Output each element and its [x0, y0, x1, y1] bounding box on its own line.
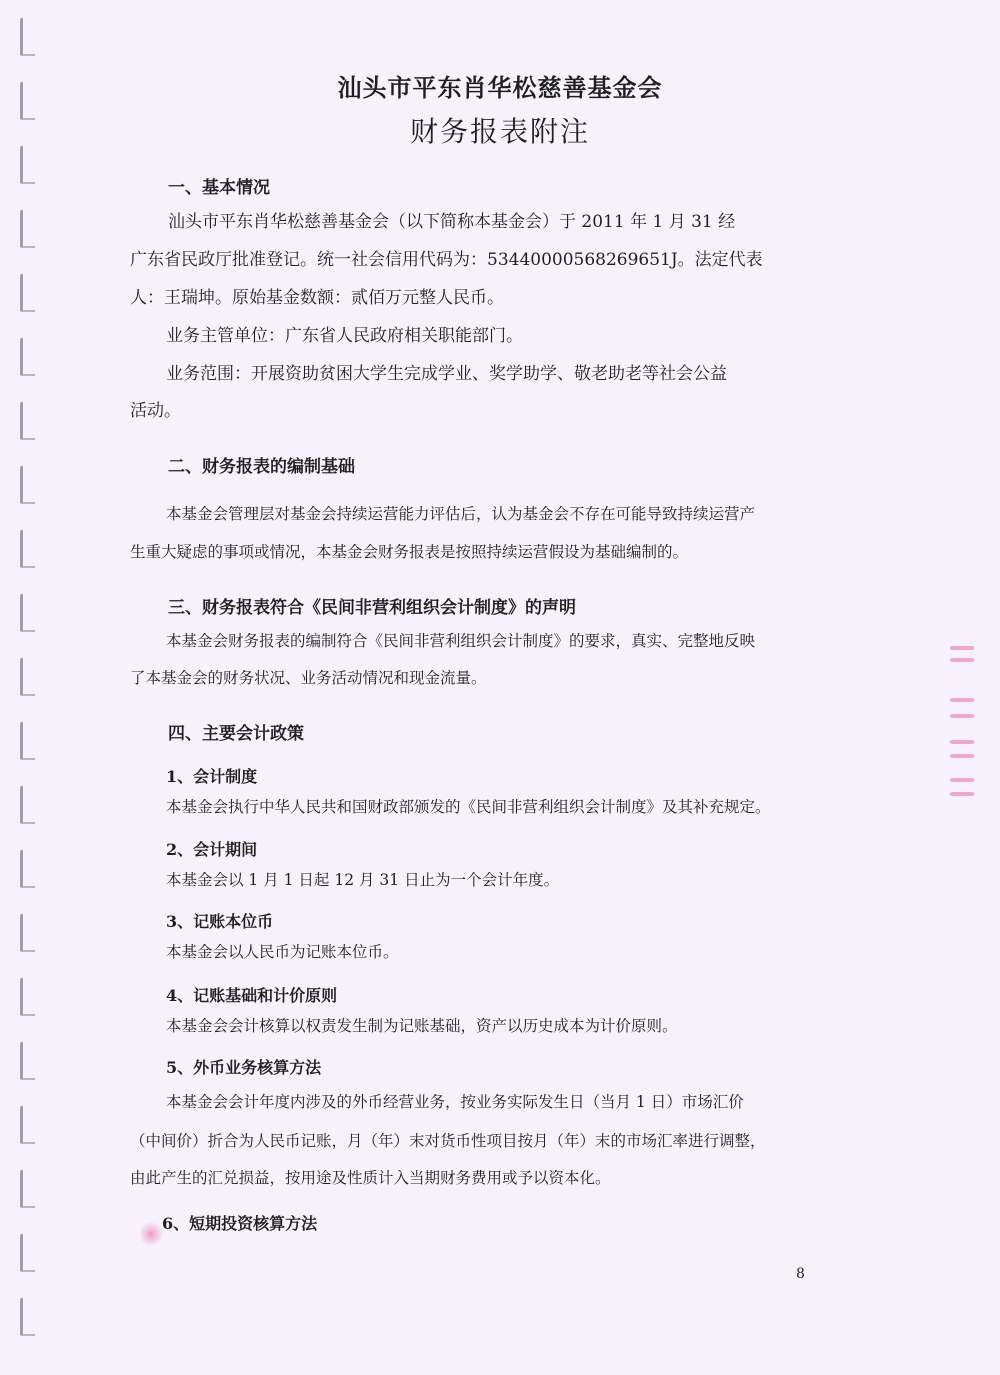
subsection-heading: 4、记账基础和计价原则: [166, 986, 338, 1005]
binding-hole: [20, 722, 35, 760]
binding-hole: [20, 978, 35, 1016]
document-title: 汕头市平东肖华松慈善基金会: [337, 73, 663, 102]
section-heading-compliance-statement: 三、财务报表符合《民间非营利组织会计制度》的声明: [168, 598, 576, 618]
paragraph-line: 广东省民政厅批准登记。统一社会信用代码为：53440000568269651J。法定代表: [130, 250, 763, 270]
binding-hole: [20, 1106, 35, 1144]
binding-hole: [20, 1170, 35, 1208]
subsection-heading: 2、会计期间: [166, 840, 258, 859]
binding-hole: [20, 466, 35, 504]
binding-hole: [20, 1298, 35, 1336]
paragraph-line: 活动。: [130, 401, 181, 421]
paragraph-line: 汕头市平东肖华松慈善基金会（以下简称本基金会）于 2011 年 1 月 31 经: [168, 212, 736, 232]
document-subtitle: 财务报表附注: [409, 115, 590, 148]
section-heading-preparation-basis: 二、财务报表的编制基础: [168, 457, 355, 477]
binding-hole: [20, 1042, 35, 1080]
paragraph-line: 本基金会管理层对基金会持续运营能力评估后，认为基金会不存在可能导致持续运营产: [166, 505, 756, 523]
subsection-heading: 3、记账本位币: [166, 912, 274, 931]
binding-hole: [20, 1234, 35, 1272]
binding-hole: [20, 914, 35, 952]
binding-hole: [20, 402, 35, 440]
binding-hole: [20, 658, 35, 696]
binding-hole: [20, 210, 35, 248]
paragraph-line: 业务范围：开展资助贫困大学生完成学业、奖学助学、敬老助老等社会公益: [166, 364, 727, 384]
binding-hole: [20, 18, 35, 56]
paragraph-line: 本基金会以 1 月 1 日起 12 月 31 日止为一个会计年度。: [166, 871, 560, 889]
ink-smudge: [140, 1222, 162, 1246]
binding-hole: [20, 850, 35, 888]
binding-hole: [20, 146, 35, 184]
paragraph-line: 本基金会执行中华人民共和国财政部颁发的《民间非营利组织会计制度》及其补充规定。: [166, 798, 771, 816]
paragraph-line: 业务主管单位：广东省人民政府相关职能部门。: [166, 326, 523, 346]
paragraph-line: 本基金会会计核算以权责发生制为记账基础，资产以历史成本为计价原则。: [166, 1017, 678, 1035]
subsection-heading: 5、外币业务核算方法: [166, 1058, 322, 1077]
binding-hole: [20, 594, 35, 632]
section-heading-accounting-policies: 四、主要会计政策: [168, 724, 304, 744]
paragraph-line: （中间价）折合为人民币记账，月（年）末对货币性项目按月（年）末的市场汇率进行调整，: [130, 1132, 766, 1150]
binding-hole: [20, 338, 35, 376]
page-number: 8: [796, 1266, 805, 1282]
paragraph-line: 本基金会会计年度内涉及的外币经营业务，按业务实际发生日（当月 1 日）市场汇价: [166, 1093, 744, 1111]
subsection-heading: 1、会计制度: [166, 767, 258, 786]
paragraph-line: 了本基金会的财务状况、业务活动情况和现金流量。: [130, 669, 487, 687]
paragraph-line: 由此产生的汇兑损益，按用途及性质计入当期财务费用或予以资本化。: [130, 1169, 611, 1187]
binding-holes: [14, 0, 44, 1375]
paragraph-line: 生重大疑虑的事项或情况，本基金会财务报表是按照持续运营假设为基础编制的。: [130, 543, 689, 561]
binding-hole: [20, 786, 35, 824]
binding-hole: [20, 274, 35, 312]
subsection-heading: 6、短期投资核算方法: [162, 1214, 318, 1233]
section-heading-basic-info: 一、基本情况: [168, 178, 270, 198]
paragraph-line: 本基金会以人民币为记账本位币。: [166, 943, 399, 961]
binding-hole: [20, 530, 35, 568]
paragraph-line: 人：王瑞坤。原始基金数额：贰佰万元整人民币。: [130, 288, 504, 308]
seal-stamp-fragment: [950, 636, 978, 806]
paragraph-line: 本基金会财务报表的编制符合《民间非营利组织会计制度》的要求，真实、完整地反映: [166, 632, 756, 650]
